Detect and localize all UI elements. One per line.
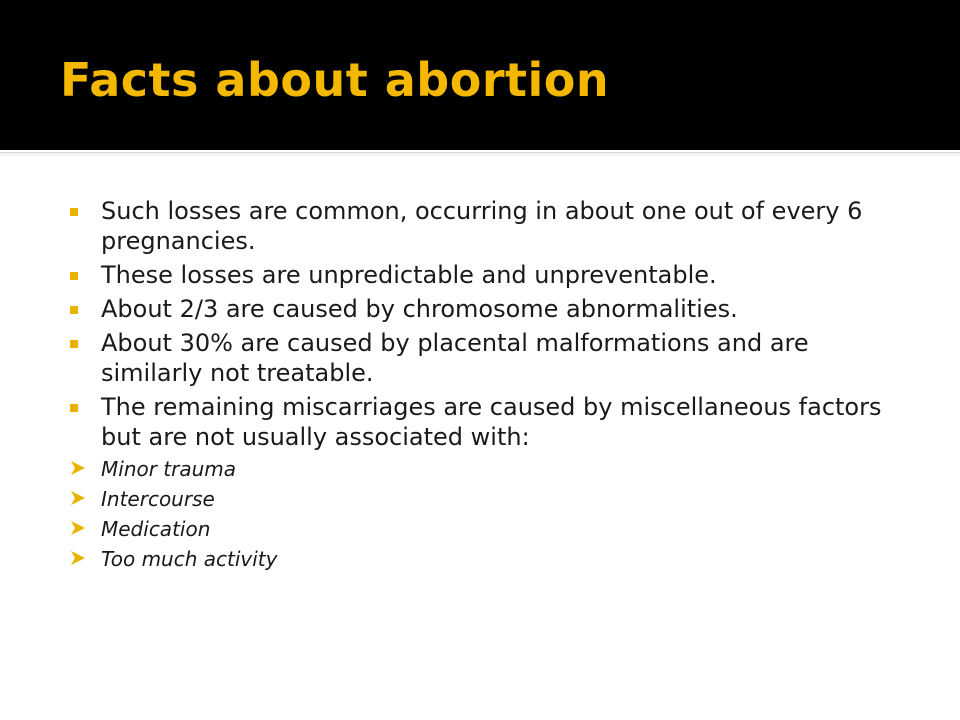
slide-body [0, 156, 960, 720]
sub-bullet-item [70, 486, 890, 512]
bullet-item [70, 328, 890, 388]
bullet-item [70, 260, 890, 290]
bullet-text: Such losses are common, occurring in about one out of every 6 pregnancies. [101, 197, 863, 255]
sub-bullet-item [70, 546, 890, 572]
square-bullet-icon [70, 272, 78, 280]
bullet-text: About 30% are caused by placental malformations and are similarly not treatable. [101, 329, 809, 387]
sub-bullet-item [70, 456, 890, 482]
square-bullet-icon [70, 208, 78, 216]
arrow-bullet-icon [70, 460, 86, 476]
arrow-bullet-icon [70, 520, 86, 536]
arrow-bullet-icon [70, 550, 86, 566]
bullet-item [70, 196, 890, 256]
sub-bullet-text: Medication [101, 517, 211, 541]
sub-bullet-text: Too much activity [101, 547, 278, 571]
bullet-item [70, 392, 890, 452]
sub-bullet-text: Intercourse [101, 487, 215, 511]
title-bar [0, 0, 960, 150]
square-bullet-icon [70, 306, 78, 314]
bullet-list [70, 196, 890, 572]
bullet-text: These losses are unpredictable and unpreventable. [101, 261, 717, 289]
arrow-bullet-icon [70, 490, 86, 506]
square-bullet-icon [70, 404, 78, 412]
square-bullet-icon [70, 340, 78, 348]
bullet-text: About 2/3 are caused by chromosome abnormalities. [101, 295, 738, 323]
slide-title: Facts about abortion [60, 53, 610, 107]
bullet-item [70, 294, 890, 324]
bullet-text: The remaining miscarriages are caused by miscellaneous factors but are not usually associated with: [101, 393, 882, 451]
sub-bullet-text: Minor trauma [101, 457, 237, 481]
sub-bullet-item [70, 516, 890, 542]
